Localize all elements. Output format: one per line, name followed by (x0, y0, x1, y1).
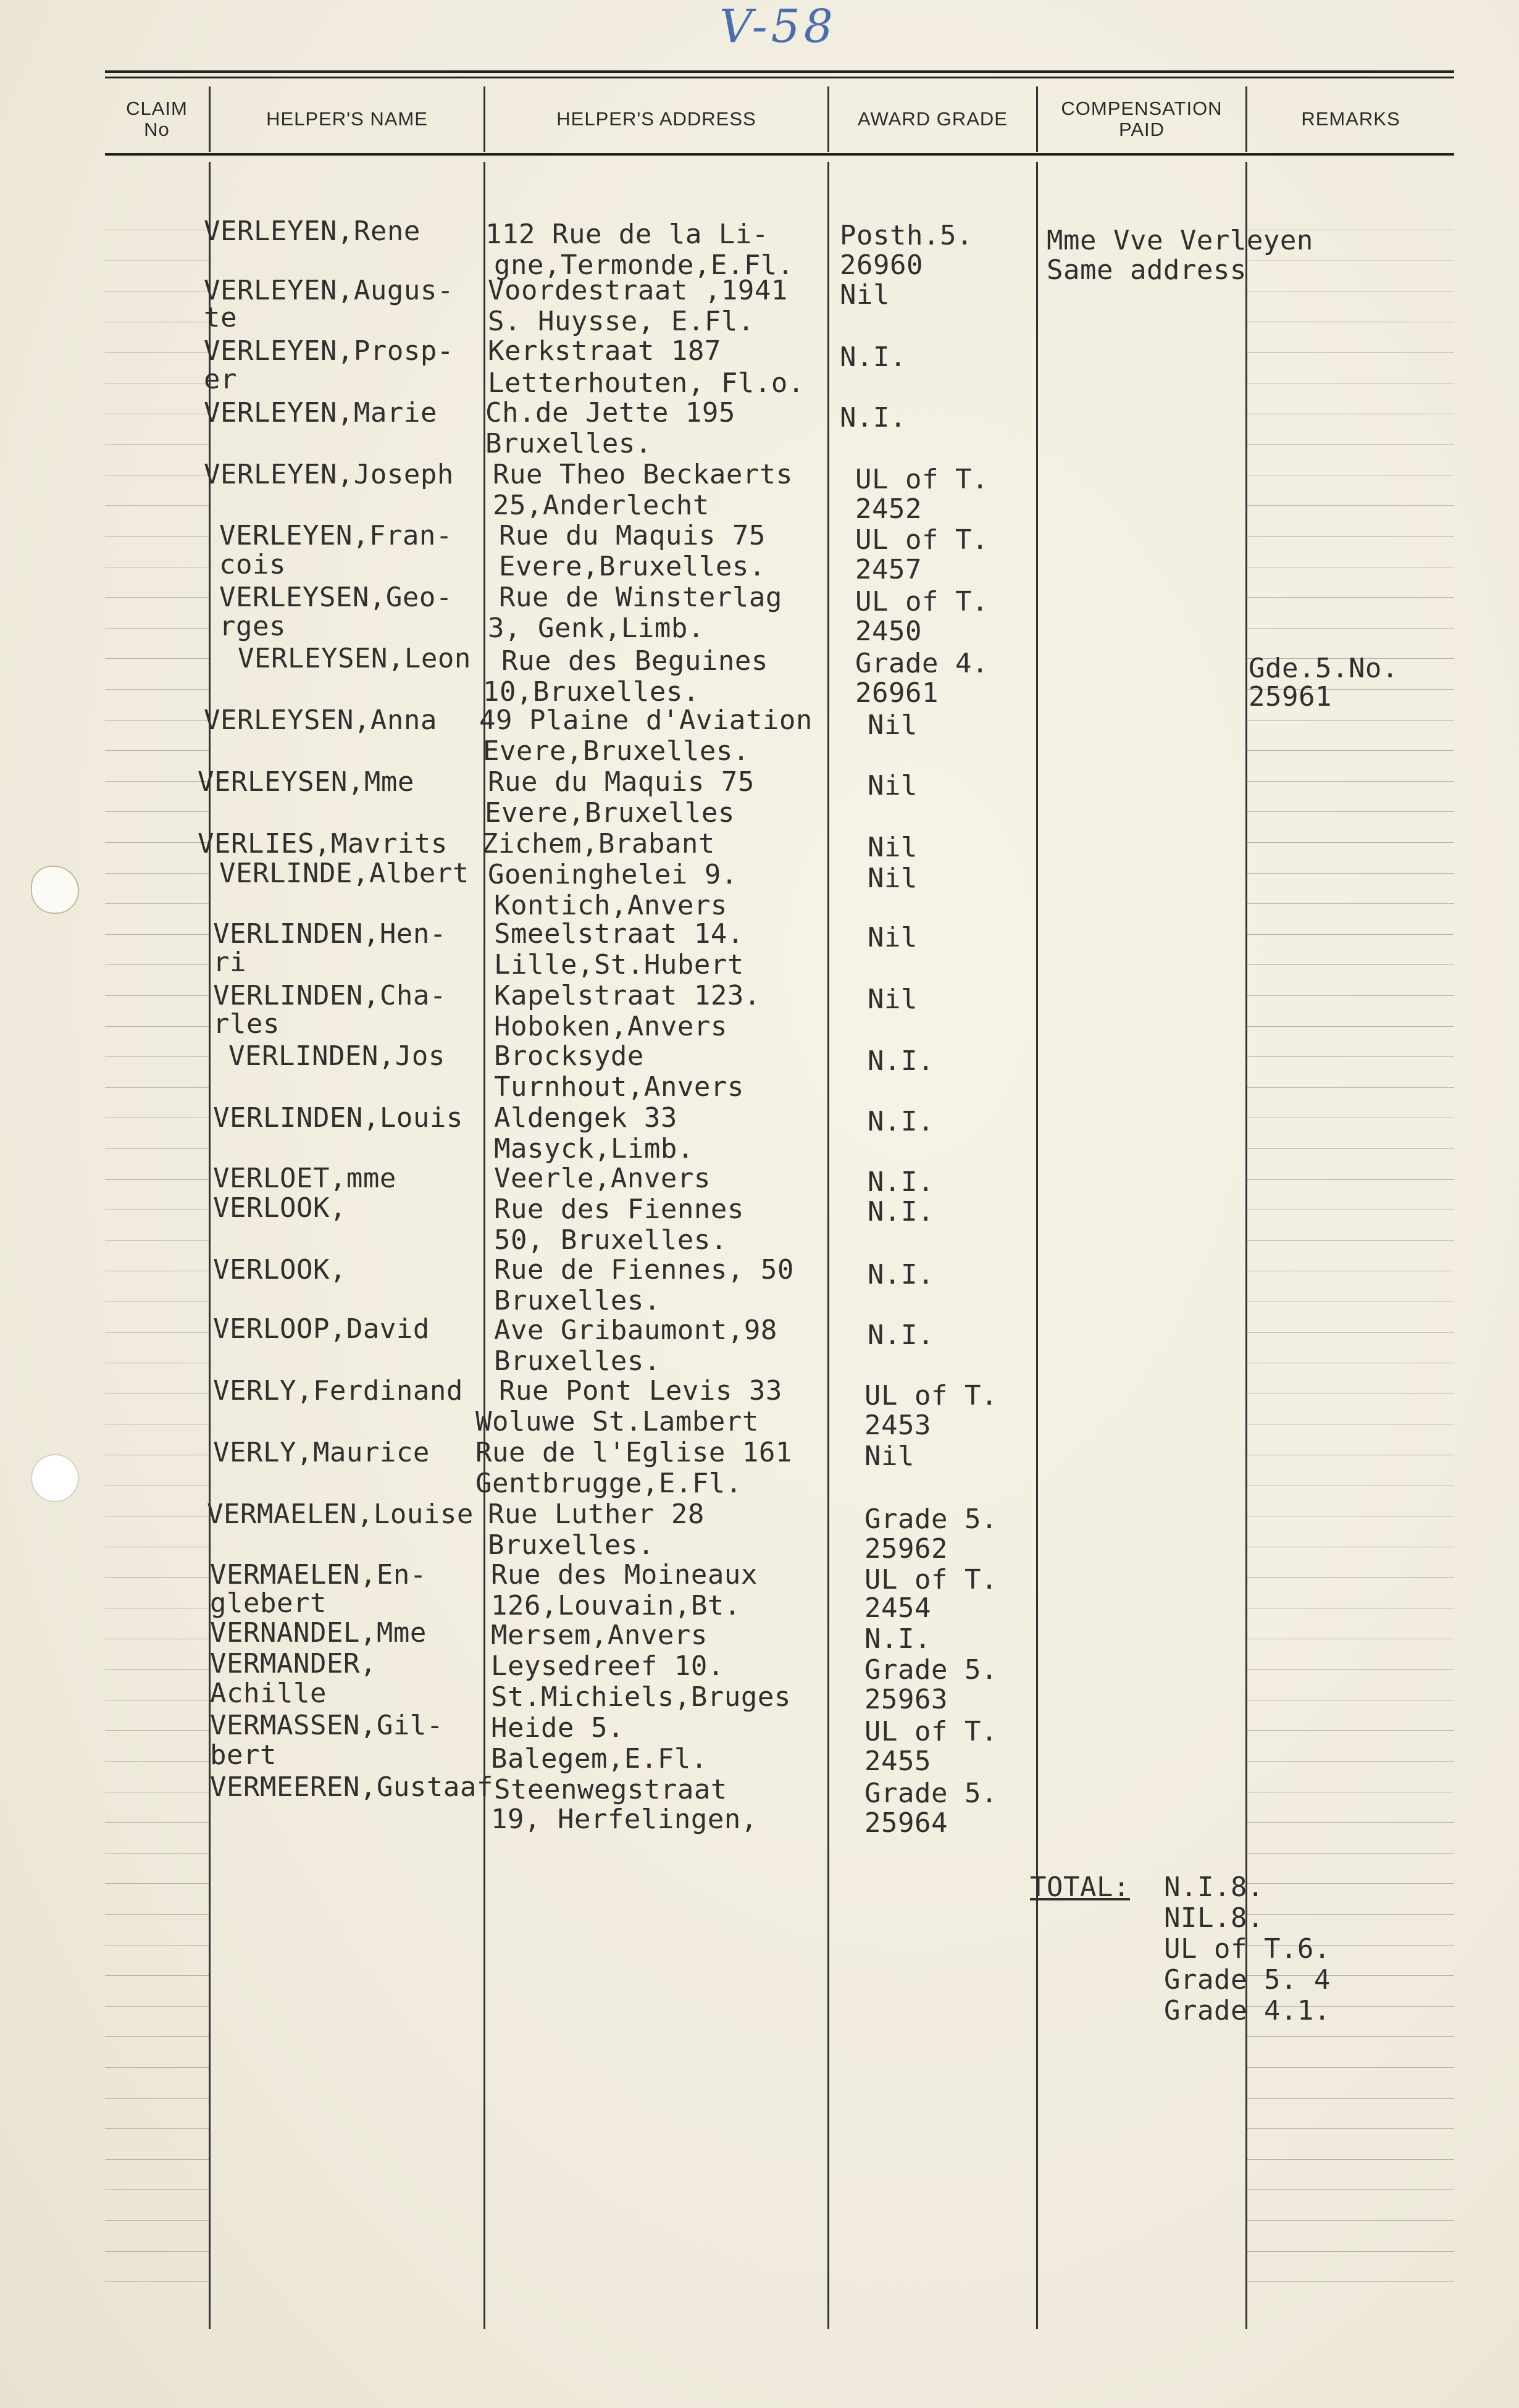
ruled-line (1247, 2189, 1454, 2190)
ruled-line (105, 352, 209, 353)
helper-name: VERLEYEN,Joseph (204, 459, 454, 490)
remarks-text: 25961 (1249, 681, 1332, 713)
ruled-line (1247, 536, 1454, 537)
helper-name: VERLINDE,Albert (219, 858, 469, 889)
helper-address: Rue du Maquis 75 (488, 766, 755, 798)
ruled-line (105, 628, 209, 629)
helper-address: 49 Plaine d'Aviation (479, 704, 813, 736)
ruled-line (105, 2006, 209, 2007)
award-grade: Nil (840, 279, 890, 311)
helper-name: VERLEYEN,Augus- (204, 275, 454, 306)
remarks-text: Gde.5.No. (1249, 653, 1399, 684)
ruled-line (1247, 720, 1454, 721)
award-grade: N.I. (864, 1623, 931, 1655)
helper-name: glebert (210, 1587, 327, 1619)
award-grade: Grade 4. (855, 648, 989, 679)
award-grade: UL of T. (864, 1564, 998, 1595)
ruled-line (105, 903, 209, 904)
helper-name: VERLIES,Mavrits (198, 828, 448, 859)
helper-name: VERLEYEN,Fran- (219, 520, 453, 551)
ruled-line (105, 1148, 209, 1149)
ruled-line (1247, 2098, 1454, 2099)
award-grade: UL of T. (855, 586, 989, 617)
ruled-line (1247, 2159, 1454, 2160)
award-grade: 2450 (855, 616, 922, 647)
helper-name: VERMAELEN,En- (210, 1559, 427, 1591)
helper-address: Masyck,Limb. (494, 1133, 694, 1164)
helper-name: bert (210, 1739, 277, 1771)
totals-line: UL of T.6. (1164, 1933, 1331, 1965)
ruled-line (1247, 1577, 1454, 1578)
helper-address: Mersem,Anvers (491, 1620, 708, 1651)
ruled-line (105, 444, 209, 445)
helper-address: Rue des Fiennes (494, 1194, 744, 1225)
helper-address: Rue de l'Eglise 161 (475, 1437, 792, 1468)
helper-address: Evere,Bruxelles. (499, 551, 766, 582)
helper-address: Goeninghelei 9. (488, 859, 738, 890)
helper-name: VERMASSEN,Gil- (210, 1710, 443, 1741)
award-grade: UL of T. (864, 1716, 998, 1747)
helper-address: Bruxelles. (488, 1529, 655, 1561)
ruled-line (105, 689, 209, 690)
helper-address: Turnhout,Anvers (494, 1071, 744, 1103)
ruled-line (1247, 2220, 1454, 2221)
ruled-line (105, 2281, 209, 2282)
helper-address: Gentbrugge,E.Fl. (475, 1468, 742, 1499)
award-grade: 25963 (864, 1684, 948, 1715)
award-grade: 2452 (855, 493, 922, 525)
helper-address: Rue des Beguines (501, 645, 768, 677)
helper-address: Bruxelles. (485, 428, 652, 459)
ruled-line (1247, 1026, 1454, 1027)
award-grade: Nil (868, 709, 918, 741)
helper-address: Brocksyde (494, 1040, 644, 1072)
helper-address: Letterhouten, Fl.o. (488, 367, 805, 399)
header-helpers-address: HELPER'S ADDRESS (556, 107, 756, 130)
award-grade: 25962 (864, 1533, 948, 1565)
ruled-line (1247, 1669, 1454, 1670)
helper-address: Rue de Winsterlag (499, 582, 782, 613)
ruled-line (105, 720, 209, 721)
helper-name: cois (219, 549, 286, 580)
helper-name: VERLEYSEN,Mme (198, 766, 414, 798)
award-grade: 2457 (855, 554, 922, 585)
ruled-line (105, 1945, 209, 1946)
helper-address: Veerle,Anvers (494, 1163, 711, 1194)
helper-address: Smeelstraat 14. (494, 918, 744, 950)
ruled-line (105, 750, 209, 751)
totals-line: NIL.8. (1164, 1902, 1264, 1934)
helper-address: 25,Anderlecht (493, 490, 709, 521)
helper-name: VERLINDEN,Louis (213, 1102, 463, 1134)
helper-address: 3, Genk,Limb. (488, 612, 705, 644)
helper-address: Evere,Bruxelles (485, 797, 735, 829)
header-award-grade: AWARD GRADE (858, 107, 1008, 130)
ruled-line (1247, 1087, 1454, 1088)
helper-name: VERLEYEN,Rene (204, 215, 421, 247)
ruled-line (105, 1761, 209, 1762)
ruled-line (105, 2098, 209, 2099)
award-grade: N.I. (868, 1196, 934, 1227)
helper-address: 126,Louvain,Bt. (491, 1590, 741, 1621)
ruled-line (1247, 2036, 1454, 2037)
ruled-line (1247, 750, 1454, 751)
ruled-line (1247, 1914, 1454, 1915)
helper-address: Rue Pont Levis 33 (499, 1375, 782, 1407)
helper-address: Kontich,Anvers (494, 890, 727, 921)
ruled-line (105, 781, 209, 782)
helper-address: Heide 5. (491, 1712, 624, 1744)
helper-address: Bruxelles. (494, 1285, 661, 1316)
ruled-line (105, 1087, 209, 1088)
ruled-line (1247, 842, 1454, 843)
ruled-line (105, 2067, 209, 2068)
ruled-line (1247, 811, 1454, 812)
helper-name: VERNANDEL,Mme (210, 1617, 427, 1649)
award-grade: Nil (868, 770, 918, 801)
ruled-line (1247, 903, 1454, 904)
helper-name: VERLY,Ferdinand (213, 1375, 463, 1407)
ruled-line (1247, 1056, 1454, 1057)
column-divider-2 (483, 162, 485, 2329)
helper-address: Rue des Moineaux (491, 1559, 758, 1591)
award-grade: Grade 5. (864, 1654, 998, 1686)
compensation-paid: Same address (1047, 254, 1247, 286)
header-remarks: REMARKS (1301, 107, 1400, 130)
ruled-line (1247, 1179, 1454, 1180)
award-grade: Posth.5. (840, 220, 973, 251)
ruled-line (105, 1026, 209, 1027)
helper-address: 112 Rue de la Li- (485, 219, 769, 250)
ruled-line (1247, 1332, 1454, 1333)
helper-address: Leysedreef 10. (491, 1650, 724, 1682)
totals-line: Grade 4.1. (1164, 1995, 1331, 2026)
top-rule-double (105, 77, 1454, 78)
ruled-line (1247, 781, 1454, 782)
ruled-line (105, 811, 209, 812)
ruled-line (105, 1332, 209, 1333)
helper-name: VERLOET,mme (213, 1163, 396, 1194)
helper-name: VERLOOP,David (213, 1313, 430, 1345)
award-grade: Nil (868, 922, 918, 953)
ruled-line (1247, 2128, 1454, 2129)
ruled-line (105, 1240, 209, 1241)
header-helpers-name: HELPER'S NAME (266, 107, 428, 130)
ruled-line (1247, 597, 1454, 598)
award-grade: N.I. (868, 1045, 934, 1077)
award-grade: Nil (868, 832, 918, 863)
punch-hole-top (31, 866, 79, 914)
award-grade: N.I. (868, 1166, 934, 1198)
ruled-line (1247, 995, 1454, 996)
totals-line: Grade 5. 4 (1164, 1964, 1331, 1996)
ruled-line (1247, 1853, 1454, 1854)
ruled-line (1247, 444, 1454, 445)
award-grade: Nil (868, 863, 918, 894)
helper-name: VERLEYEN,Prosp- (204, 335, 454, 367)
ruled-line (1247, 964, 1454, 965)
award-grade: N.I. (840, 341, 906, 373)
ruled-line (105, 505, 209, 506)
ruled-line (1247, 2281, 1454, 2282)
ruled-line (105, 1730, 209, 1731)
punch-hole-bottom (31, 1454, 79, 1502)
ruled-line (105, 873, 209, 874)
header-bottom-rule (105, 153, 1454, 156)
ruled-line (105, 1822, 209, 1823)
column-divider-4 (1036, 162, 1038, 2329)
ruled-line (105, 2220, 209, 2221)
helper-address: Rue du Maquis 75 (499, 520, 766, 551)
award-grade: 2453 (864, 1410, 931, 1441)
ruled-line (105, 1179, 209, 1180)
helper-address: Rue de Fiennes, 50 (494, 1254, 794, 1286)
award-grade: N.I. (868, 1106, 934, 1137)
helper-name: VERLEYEN,Marie (204, 397, 437, 429)
helper-name: VERLINDEN,Cha- (213, 980, 446, 1011)
top-rule (105, 70, 1454, 73)
award-grade: UL of T. (855, 524, 989, 556)
ruled-line (1247, 1761, 1454, 1762)
header-claim-no: CLAIM No (126, 97, 188, 140)
helper-address: Zichem,Brabant (482, 828, 715, 859)
helper-address: Woluwe St.Lambert (475, 1406, 759, 1437)
award-grade: UL of T. (864, 1380, 998, 1411)
award-grade: Grade 5. (864, 1503, 998, 1535)
helper-name: ri (213, 947, 246, 978)
ruled-line (105, 597, 209, 598)
ruled-line (105, 1883, 209, 1884)
helper-name: VERMANDER, (210, 1648, 377, 1679)
helper-address: 10,Bruxelles. (483, 676, 700, 708)
ruled-line (105, 964, 209, 965)
ruled-line (1247, 2067, 1454, 2068)
ruled-line (105, 934, 209, 935)
award-grade: 2455 (864, 1745, 931, 1777)
helper-name: VERLEYSEN,Leon (238, 643, 471, 674)
ruled-line (105, 536, 209, 537)
ruled-line (1247, 1148, 1454, 1149)
helper-name: VERLY,Maurice (213, 1437, 430, 1468)
ruled-line (105, 1914, 209, 1915)
award-grade: N.I. (840, 402, 906, 433)
ruled-line (105, 1669, 209, 1670)
helper-name: VERLEYSEN,Geo- (219, 582, 453, 613)
helper-name: er (204, 364, 237, 395)
ruled-line (105, 2189, 209, 2190)
ruled-line (105, 658, 209, 659)
helper-address: Lille,St.Hubert (494, 949, 744, 980)
ruled-line (1247, 873, 1454, 874)
ruled-line (105, 1056, 209, 1057)
helper-address: Aldengek 33 (494, 1102, 677, 1134)
award-grade: Nil (868, 984, 918, 1015)
helper-name: Achille (210, 1678, 327, 1709)
helper-name: VERMAELEN,Louise (207, 1499, 474, 1530)
ruled-line (1247, 628, 1454, 629)
helper-address: Steenwegstraat (494, 1774, 727, 1805)
helper-address: S. Huysse, E.Fl. (488, 306, 755, 337)
helper-name: VERLOOK, (213, 1192, 346, 1224)
helper-address: Evere,Bruxelles. (483, 735, 750, 767)
ruled-line (1247, 2251, 1454, 2252)
helper-address: Ch.de Jette 195 (485, 397, 735, 429)
ruled-line (105, 2251, 209, 2252)
ruled-line (105, 2128, 209, 2129)
helper-name: VERMEEREN,Gustaaf (210, 1771, 493, 1803)
award-grade: 25964 (864, 1807, 948, 1839)
award-grade: UL of T. (855, 464, 989, 495)
ruled-line (1247, 1822, 1454, 1823)
helper-address: 19, Herfelingen, (491, 1804, 758, 1835)
ruled-line (1247, 505, 1454, 506)
helper-address: St.Michiels,Bruges (491, 1681, 791, 1713)
helper-name: rles (213, 1008, 280, 1040)
helper-name: VERLINDEN,Jos (228, 1040, 445, 1072)
helper-name: VERLOOK, (213, 1254, 346, 1286)
ruled-line (105, 995, 209, 996)
ruled-line (105, 1577, 209, 1578)
helper-address: Rue Theo Beckaerts (493, 459, 793, 490)
helper-name: VERLINDEN,Hen- (213, 918, 446, 950)
ruled-line (1247, 934, 1454, 935)
page-code: V-58 (719, 0, 837, 53)
ruled-line (1247, 1240, 1454, 1241)
award-grade: N.I. (868, 1259, 934, 1290)
helper-address: Voordestraat ,1941 (488, 275, 788, 306)
totals-line: N.I.8. (1164, 1871, 1264, 1903)
helper-name: te (204, 302, 237, 333)
ruled-line (105, 1975, 209, 1976)
helper-address: gne,Termonde,E.Fl. (494, 249, 794, 281)
award-grade: 26960 (840, 249, 923, 281)
ruled-line (105, 2159, 209, 2160)
ruled-line (105, 1853, 209, 1854)
award-grade: Nil (864, 1440, 914, 1472)
helper-address: Balegem,E.Fl. (491, 1743, 708, 1775)
ruled-line (1247, 1730, 1454, 1731)
header-compensation-paid: COMPENSATION PAID (1061, 97, 1223, 140)
award-grade: N.I. (868, 1319, 934, 1351)
helper-address: Ave Gribaumont,98 (494, 1315, 777, 1346)
award-grade: 2454 (864, 1592, 931, 1624)
helper-address: Bruxelles. (494, 1345, 661, 1377)
totals-label: TOTAL: (1030, 1871, 1130, 1903)
award-grade: 26961 (855, 677, 939, 709)
ruled-line (105, 2036, 209, 2037)
ruled-line (105, 842, 209, 843)
helper-name: VERLEYSEN,Anna (204, 704, 437, 736)
ruled-line (1247, 1883, 1454, 1884)
compensation-paid: Mme Vve Verleyen (1047, 225, 1313, 256)
helper-address: Kapelstraat 123. (494, 980, 761, 1011)
column-divider-3 (827, 162, 829, 2329)
award-grade: Grade 5. (864, 1778, 998, 1809)
helper-address: Rue Luther 28 (488, 1499, 705, 1530)
helper-address: 50, Bruxelles. (494, 1224, 727, 1256)
ruled-line (1247, 352, 1454, 353)
helper-address: Kerkstraat 187 (488, 335, 721, 367)
helper-address: Hoboken,Anvers (494, 1011, 727, 1042)
helper-name: rges (219, 611, 286, 642)
